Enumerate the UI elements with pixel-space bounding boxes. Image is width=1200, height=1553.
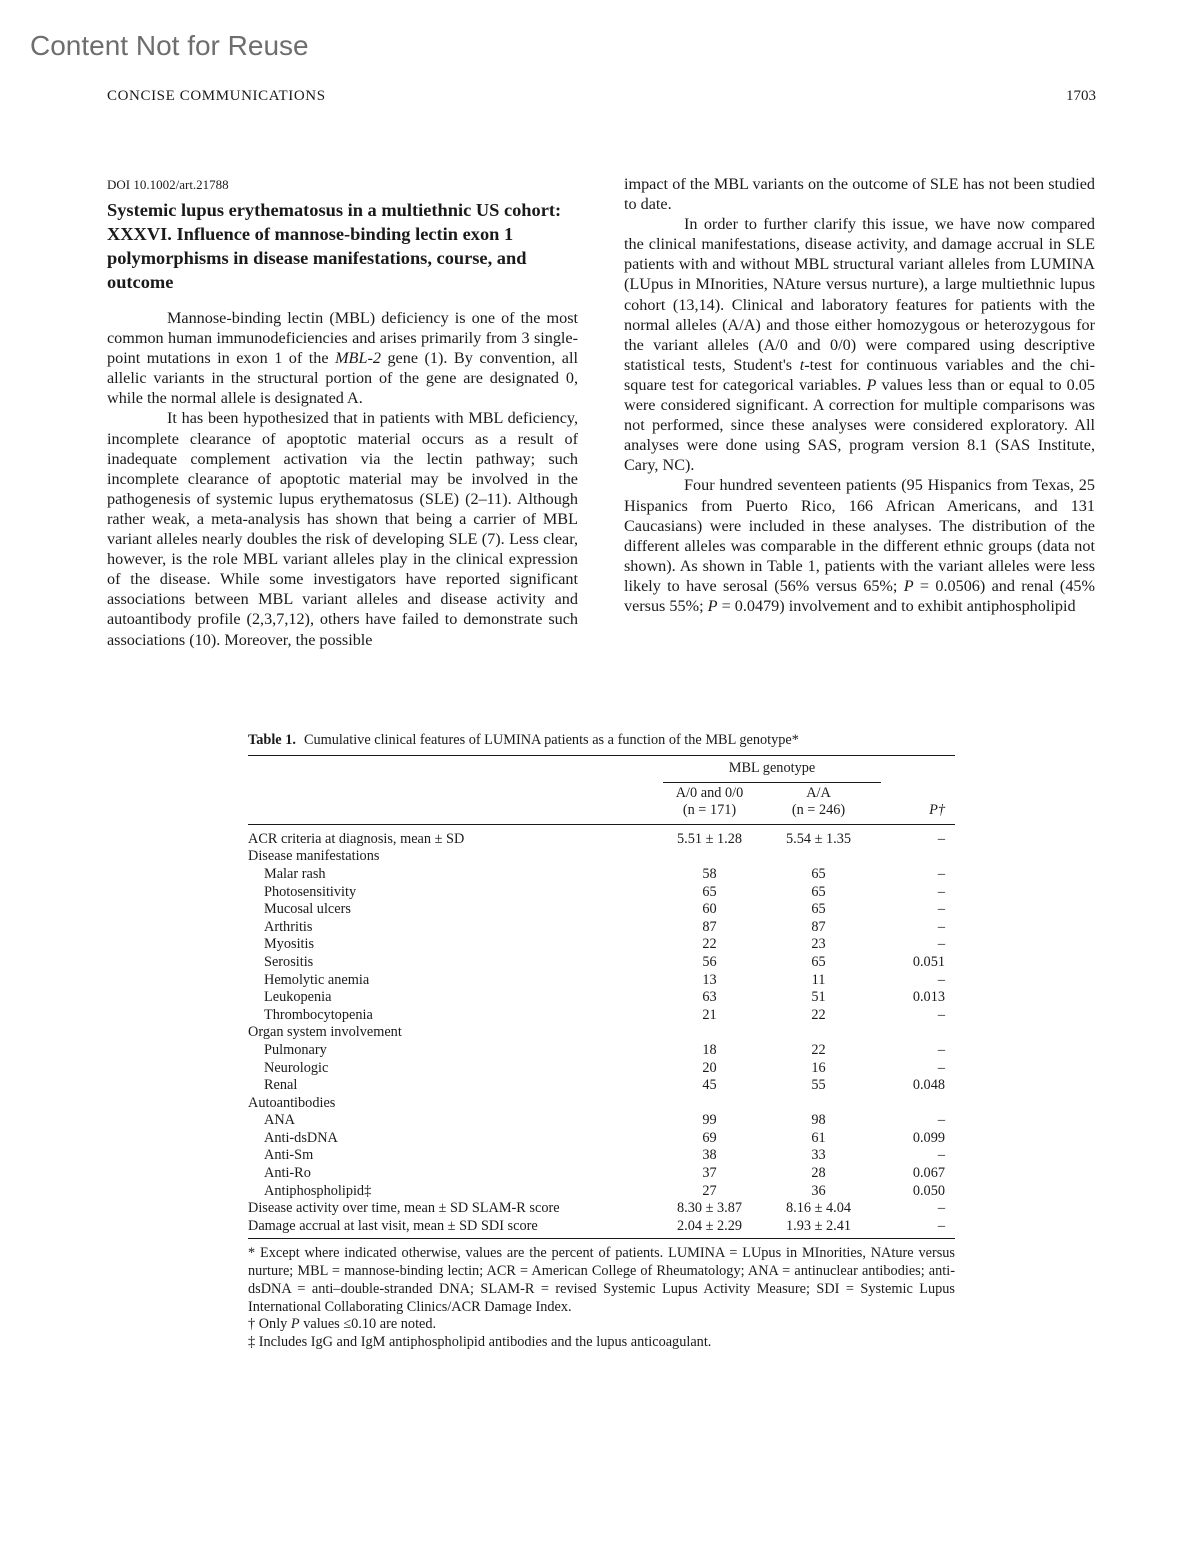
page-number: 1703 (1066, 88, 1096, 104)
cell-p-value: 0.099 (912, 1129, 945, 1146)
cell-normal (756, 848, 881, 866)
paragraph-4: In order to further clarify this issue, we have now compared the clinical manifestations, disease activity, and damage accrual in SLE patients with and without MBL structural variant alleles from LUMINA (LUpus in MInorities, NAture versus nurture), a large multiethnic lupus cohort (13,14). Clinical and laboratory features for patients with the normal alleles (A/A) and those either homozygous or heterozygous for the variant alleles (A/0 and 0/0) were compared using descriptive statistical tests, Student's t-test for continuous variables and the chi-square test for categorical variables. P values less than or equal to 0.05 were considered significant. A correction for multiple comparisons was not performed, since these analyses were considered exploratory. All analyses were done using SAS, program version 8.1 (SAS Institute, Cary, NC). (624, 215, 1095, 475)
row-label: Autoantibodies (248, 1094, 336, 1111)
table-row (248, 1218, 955, 1239)
cell-normal: 28 (811, 1165, 826, 1182)
table-row (248, 1112, 955, 1130)
cell-variant: 21 (702, 1006, 717, 1023)
cell-variant: 63 (702, 989, 717, 1006)
footnote-p-values: † Only P values ≤0.10 are noted. (248, 1316, 437, 1333)
col-p-header: P† (881, 802, 955, 824)
cell-normal: 65 (811, 901, 826, 918)
cell-variant: 20 (702, 1059, 717, 1076)
cell-variant: 45 (702, 1077, 717, 1094)
cell-normal: 11 (811, 971, 826, 988)
left-column (107, 174, 578, 650)
cell-variant (663, 848, 756, 866)
cell-normal: 22 (811, 1006, 826, 1023)
cell-variant: 87 (702, 918, 717, 935)
row-label: ACR criteria at diagnosis, mean ± SD (248, 830, 465, 847)
cell-variant: 56 (702, 953, 717, 970)
row-label: Antiphospholipid‡ (264, 1182, 372, 1199)
row-label: Leukopenia (264, 989, 332, 1006)
cell-p-value: – (937, 830, 945, 847)
col-normal-header: A/A (806, 784, 831, 801)
cell-variant: 60 (702, 901, 717, 918)
row-label: Disease activity over time, mean ± SD SLAM-R score (248, 1200, 560, 1217)
row-label: Serositis (264, 953, 314, 970)
row-label: Organ system involvement (248, 1024, 402, 1041)
cell-normal: 65 (811, 883, 826, 900)
footnote-antiphospholipid: ‡ Includes IgG and IgM antiphospholipid antibodies and the lupus anticoagulant. (248, 1333, 712, 1350)
table-row (248, 1060, 955, 1078)
cell-normal: 22 (811, 1041, 826, 1058)
table-row (248, 884, 955, 902)
cell-p-value: – (937, 1200, 945, 1217)
col-variant-n: (n = 171) (663, 802, 756, 824)
table-footnotes (248, 1245, 955, 1351)
cell-normal (756, 1095, 881, 1113)
row-label: Hemolytic anemia (264, 971, 370, 988)
cell-variant: 69 (702, 1129, 717, 1146)
row-label: Anti-Sm (264, 1147, 314, 1164)
cell-variant: 22 (702, 936, 717, 953)
cell-variant: 65 (702, 883, 717, 900)
cell-normal: 1.93 ± 2.41 (785, 1217, 852, 1234)
genotype-header: MBL genotype (663, 756, 881, 783)
table-row (248, 972, 955, 990)
row-label: Photosensitivity (264, 883, 357, 900)
cell-normal: 87 (811, 918, 826, 935)
cell-p-value (881, 1095, 955, 1113)
cell-normal: 23 (811, 936, 826, 953)
cell-normal: 55 (811, 1077, 826, 1094)
cell-normal: 5.54 ± 1.35 (785, 830, 852, 847)
cell-variant: 58 (702, 865, 717, 882)
cell-normal: 51 (811, 989, 826, 1006)
table-row (248, 1007, 955, 1025)
paragraph-3: impact of the MBL variants on the outcome of SLE has not been studied to date. (624, 175, 1095, 214)
table-row (248, 1165, 955, 1183)
cell-p-value: – (937, 1059, 945, 1076)
doi: DOI 10.1002/art.21788 (107, 177, 229, 192)
table-row (248, 1200, 955, 1218)
table-1 (248, 731, 955, 1352)
cell-p-value: 0.013 (912, 989, 945, 1006)
table-label: Table 1. (248, 732, 296, 748)
cell-p-value (881, 1024, 955, 1042)
col-variant-header: A/0 and 0/0 (675, 784, 744, 801)
cell-p-value: – (937, 883, 945, 900)
cell-normal: 61 (811, 1129, 826, 1146)
cell-p-value: – (937, 936, 945, 953)
cell-variant: 5.51 ± 1.28 (676, 830, 743, 847)
cell-normal: 8.16 ± 4.04 (785, 1200, 852, 1217)
table-row (248, 1147, 955, 1165)
cell-normal: 98 (811, 1112, 826, 1129)
table-row (248, 1130, 955, 1148)
cell-variant: 99 (702, 1112, 717, 1129)
cell-p-value: – (937, 1217, 945, 1234)
cell-p-value: – (937, 1112, 945, 1129)
cell-variant: 37 (702, 1165, 717, 1182)
cell-p-value (881, 848, 955, 866)
cell-variant: 2.04 ± 2.29 (676, 1217, 743, 1234)
article-title: Systemic lupus erythematosus in a multiethnic US cohort: XXXVI. Influence of mannose-binding lectin exon 1 polymorphisms in disease manifestations, course, and outcome (107, 200, 562, 292)
running-head: CONCISE COMMUNICATIONS (107, 88, 326, 104)
paragraph-1: Mannose-binding lectin (MBL) deficiency is one of the most common human immunodeficiencies and arises primarily from 3 single-point mutations in exon 1 of the MBL-2 gene (1). By convention, all allelic variants in the structural portion of the gene are designated 0, while the normal allele is designated A. (107, 309, 578, 408)
row-label: Damage accrual at last visit, mean ± SD SDI score (248, 1217, 538, 1234)
cell-variant: 27 (702, 1182, 717, 1199)
table-row (248, 954, 955, 972)
row-label: Neurologic (264, 1059, 329, 1076)
cell-variant: 38 (702, 1147, 717, 1164)
table-row (248, 848, 955, 866)
cell-p-value: – (937, 1006, 945, 1023)
cell-p-value: 0.048 (912, 1077, 945, 1094)
cell-variant: 8.30 ± 3.87 (676, 1200, 743, 1217)
cell-variant (663, 1095, 756, 1113)
table-row (248, 824, 955, 848)
cell-p-value: – (937, 1041, 945, 1058)
cell-p-value: – (937, 865, 945, 882)
row-label: Anti-Ro (264, 1165, 311, 1182)
table-row (248, 1042, 955, 1060)
table-row (248, 1183, 955, 1201)
table-row (248, 901, 955, 919)
row-label: Myositis (264, 936, 315, 953)
row-label: Anti-dsDNA (264, 1129, 338, 1146)
cell-p-value: – (937, 971, 945, 988)
cell-p-value: – (937, 1147, 945, 1164)
cell-variant: 13 (702, 971, 717, 988)
results-table (248, 755, 955, 1239)
cell-normal: 16 (811, 1059, 826, 1076)
watermark: Content Not for Reuse (30, 30, 309, 61)
table-body (248, 824, 955, 1239)
table-row (248, 919, 955, 937)
right-column (624, 174, 1095, 616)
table-row (248, 989, 955, 1007)
row-label: Mucosal ulcers (264, 901, 351, 918)
row-label: ANA (264, 1112, 295, 1129)
cell-normal: 65 (811, 865, 826, 882)
cell-p-value: 0.051 (912, 953, 945, 970)
table-row (248, 1077, 955, 1095)
cell-p-value: – (937, 901, 945, 918)
table-row (248, 936, 955, 954)
table-row (248, 1024, 955, 1042)
table-caption: Table 1. Cumulative clinical features of LUMINA patients as a function of the MBL genotype* (248, 732, 799, 748)
paragraph-2: It has been hypothesized that in patients with MBL deficiency, incomplete clearance of apoptotic material occurs as a result of inadequate complement activation via the lectin pathway; such incomplete clearance of apoptotic material may be involved in the pathogenesis of systemic lupus erythematosus (SLE) (2–11). Although rather weak, a meta-analysis has shown that being a carrier of MBL variant alleles nearly doubles the risk of developing SLE (7). Less clear, however, is the role MBL variant alleles play in the clinical expression of the disease. While some investigators have reported significant associations between MBL variant alleles and disease activity and autoantibody profile (2,3,7,12), others have failed to demonstrate such associations (10). Moreover, the possible (107, 409, 578, 649)
cell-normal: 36 (811, 1182, 826, 1199)
cell-p-value: – (937, 918, 945, 935)
row-label: Pulmonary (264, 1041, 327, 1058)
paragraph-5: Four hundred seventeen patients (95 Hispanics from Texas, 25 Hispanics from Puerto Rico, 166 African Americans, and 131 Caucasians) were included in these analyses. The distribution of the different alleles was comparable in the different ethnic groups (data not shown). As shown in Table 1, patients with the variant alleles were less likely to have serosal (56% versus 65%; P = 0.0506) and renal (45% versus 55%; P = 0.0479) involvement and to exhibit antiphospholipid (624, 476, 1095, 615)
gene-name: MBL-2 (335, 349, 381, 368)
col-normal-n: (n = 246) (756, 802, 881, 824)
cell-p-value: 0.067 (912, 1165, 945, 1182)
cell-variant: 18 (702, 1041, 717, 1058)
cell-normal (756, 1024, 881, 1042)
row-label: Disease manifestations (248, 848, 380, 865)
cell-normal: 65 (811, 953, 826, 970)
cell-variant (663, 1024, 756, 1042)
cell-normal: 33 (811, 1147, 826, 1164)
row-label: Thrombocytopenia (264, 1006, 373, 1023)
table-row (248, 866, 955, 884)
cell-p-value: 0.050 (912, 1182, 945, 1199)
table-row (248, 1095, 955, 1113)
row-label: Arthritis (264, 918, 313, 935)
row-label: Malar rash (264, 865, 326, 882)
row-label: Renal (264, 1077, 298, 1094)
footnote-abbreviations: * Except where indicated otherwise, values are the percent of patients. LUMINA = LUpus in MInorities, NAture versus nurture; MBL = mannose-binding lectin; ACR = American College of Rheumatology; ANA = antinuclear antibodies; anti-dsDNA = anti–double-stranded DNA; SLAM-R = revised Systemic Lupus Activity Measure; SDI = Systemic Lupus International Collaborating Clinics/ACR Damage Index. (248, 1245, 955, 1315)
